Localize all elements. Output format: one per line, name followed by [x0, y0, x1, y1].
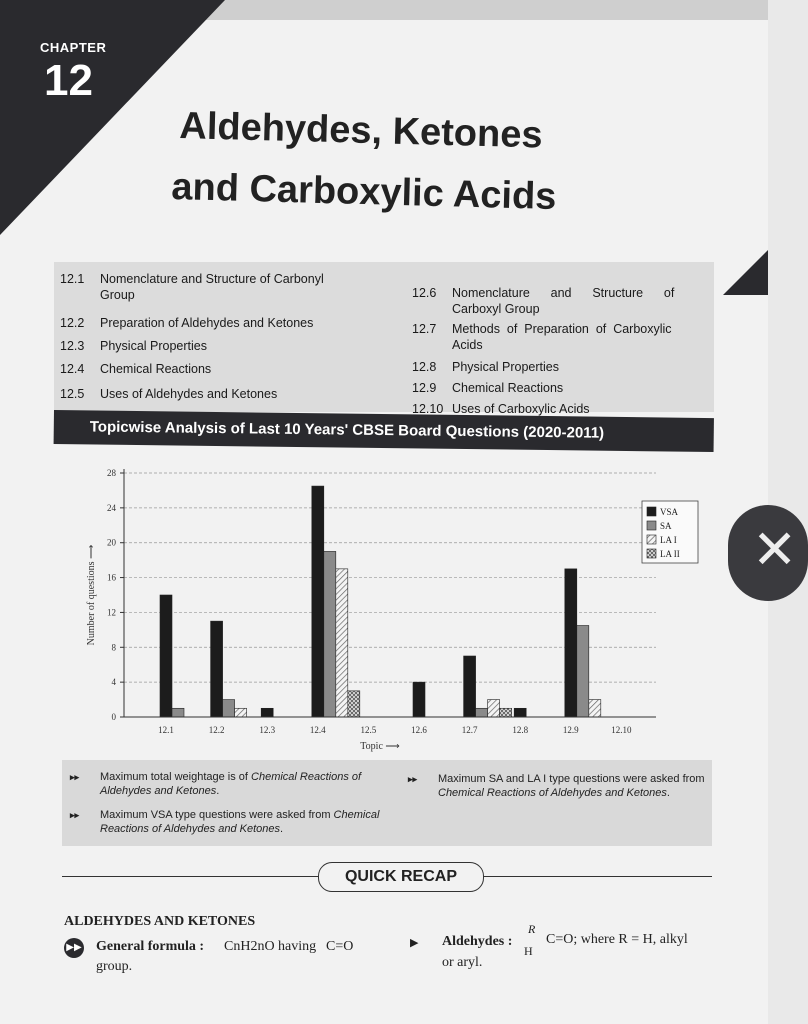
- title-line-2: and Carboxylic Acids: [170, 166, 557, 219]
- bar-vsa: [413, 682, 425, 717]
- legend-swatch: [647, 507, 656, 516]
- note-text: Maximum total weightage is of Chemical Reactions of Aldehydes and Ketones.: [100, 771, 362, 797]
- chart-container: [62, 455, 712, 755]
- y-tick-label: 12: [107, 607, 116, 618]
- bar-vsa: [160, 595, 172, 717]
- x-tick-label: 12.2: [208, 725, 225, 735]
- bar-vsa: [514, 708, 526, 717]
- y-tick-label: 16: [107, 572, 116, 583]
- y-axis-label: Number of questions ⟶: [86, 544, 97, 646]
- x-axis-label: Topic ⟶: [360, 741, 400, 752]
- bar-la-i: [235, 708, 247, 717]
- legend-label: LA II: [660, 549, 680, 559]
- chapter-number: 12: [44, 56, 93, 105]
- note-text: Maximum SA and LA I type questions were asked from Chemical Reactions of Aldehydes and Ketones.: [438, 773, 705, 799]
- x-tick-label: 12.1: [158, 725, 174, 735]
- toc-num: 12.2: [60, 316, 85, 330]
- toc-num: 12.8: [412, 360, 437, 374]
- bar-vsa: [312, 486, 324, 717]
- x-tick-label: 12.7: [461, 725, 478, 735]
- h-atom: H: [524, 944, 533, 958]
- toc-label-2: Acids: [452, 338, 483, 352]
- analysis-notes: [62, 760, 712, 846]
- bar-sa: [476, 708, 488, 717]
- toc-num: 12.5: [60, 387, 85, 401]
- bar-sa: [324, 551, 336, 717]
- y-tick-label: 20: [107, 537, 116, 548]
- title-line-1: Aldehydes, Ketones: [178, 105, 544, 157]
- bar-vsa: [464, 656, 476, 717]
- note-text: Maximum VSA type questions were asked from Chemical Reactions of Aldehydes and Ketones.: [100, 809, 380, 835]
- bar-la-i: [488, 700, 500, 717]
- aldehydes-tail: or aryl.: [442, 955, 483, 970]
- triangle-bullet-icon: ▶: [410, 937, 419, 949]
- x-tick-label: 12.9: [562, 725, 579, 735]
- y-tick-label: 8: [111, 642, 116, 653]
- quick-recap-heading: QUICK RECAP: [318, 862, 484, 892]
- contents-panel: [54, 262, 714, 416]
- legend-swatch: [647, 535, 656, 544]
- general-formula-text: CnH2nO having: [224, 939, 317, 954]
- toc-num: 12.4: [60, 362, 85, 376]
- aldehydes-formula: C=O; where R = H, alkyl: [546, 932, 688, 947]
- chapter-label: CHAPTER: [40, 40, 107, 55]
- general-formula-label: General formula :: [96, 939, 205, 954]
- aldehydes-label: Aldehydes :: [442, 934, 513, 949]
- legend-label: VSA: [660, 507, 679, 517]
- bar-vsa: [261, 708, 273, 717]
- toc-label: Uses of Carboxylic Acids: [452, 402, 590, 416]
- y-tick-label: 4: [111, 677, 116, 688]
- analysis-banner: Topicwise Analysis of Last 10 Years' CBSE Board Questions (2020-2011): [54, 410, 714, 452]
- bar-sa: [172, 708, 184, 717]
- bar-sa: [577, 626, 589, 718]
- recap-rule-left: [62, 876, 318, 877]
- toc-label: Chemical Reactions: [452, 381, 564, 395]
- bar-vsa: [565, 569, 577, 717]
- recap-rule-right: [484, 876, 712, 877]
- toc-label-2: Carboxyl Group: [452, 302, 540, 316]
- toc-num: 12.7: [412, 322, 437, 336]
- toc-label: Nomenclature and Structure of Carbonyl: [100, 272, 324, 286]
- carbonyl-group: C=O: [326, 939, 354, 954]
- double-arrow-icon: ▸▸: [408, 774, 418, 784]
- toc-num: 12.1: [60, 272, 85, 286]
- y-tick-label: 24: [107, 502, 116, 513]
- x-tick-label: 12.4: [309, 725, 326, 735]
- double-arrow-icon: ▸▸: [70, 772, 80, 782]
- double-arrow-icon: ▸▸: [70, 810, 80, 820]
- close-icon[interactable]: ✕: [752, 518, 798, 581]
- bar-sa: [223, 700, 235, 717]
- r-group: R: [528, 922, 536, 936]
- x-tick-label: 12.6: [411, 725, 427, 735]
- bar-la-i: [589, 700, 601, 717]
- general-formula-tail: group.: [96, 959, 133, 974]
- toc-label: Uses of Aldehydes and Ketones: [100, 387, 278, 401]
- y-tick-label: 0: [111, 712, 116, 722]
- bar-vsa: [211, 621, 223, 717]
- toc-label: Methods of Preparation of Carboxylic: [452, 322, 672, 336]
- bar-la-i: [336, 569, 348, 717]
- toc-num: 12.3: [60, 339, 85, 353]
- section-heading: ALDEHYDES AND KETONES: [64, 914, 256, 929]
- x-tick-label: 12.3: [259, 725, 276, 735]
- arrow-circle-icon: ▶▶: [64, 938, 84, 958]
- toc-label: Chemical Reactions: [100, 362, 212, 376]
- toc-label-2: Group: [100, 288, 135, 302]
- bar-la-ii: [500, 708, 512, 717]
- toc-label: Physical Properties: [452, 360, 559, 374]
- legend-swatch: [647, 521, 656, 530]
- x-tick-label: 12.5: [360, 725, 377, 735]
- x-tick-label: 12.10: [611, 725, 632, 735]
- bar-la-ii: [348, 691, 360, 717]
- legend-label: LA I: [660, 535, 677, 545]
- toc-num: 12.9: [412, 381, 437, 395]
- y-tick-label: 28: [107, 468, 116, 478]
- toc-num: 12.10: [412, 402, 444, 416]
- right-accent: [723, 250, 768, 295]
- toc-label: Nomenclature and Structure of: [452, 286, 675, 300]
- x-tick-label: 12.8: [512, 725, 529, 735]
- toc-num: 12.6: [412, 286, 437, 300]
- toc-label: Physical Properties: [100, 339, 207, 353]
- legend-swatch: [647, 549, 656, 558]
- bar-chart: [62, 455, 712, 755]
- toc-label: Preparation of Aldehydes and Ketones: [100, 316, 314, 330]
- legend-label: SA: [660, 521, 672, 531]
